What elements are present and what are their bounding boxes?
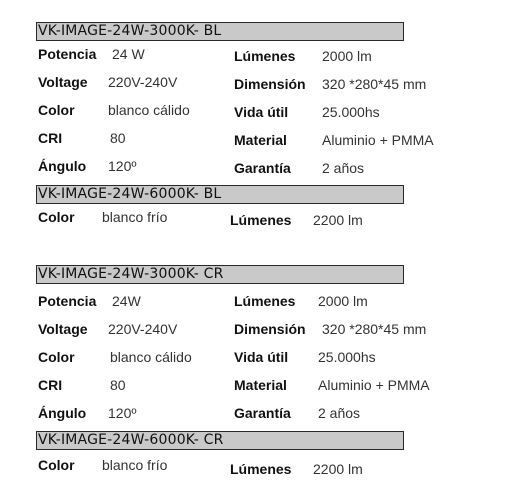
spec-value-lumenes: 2200 lm xyxy=(313,461,363,477)
spec-value-vida-util: 25.000hs xyxy=(318,349,376,365)
spec-label-vida-util: Vida útil xyxy=(234,349,289,365)
spec-value-angulo: 120º xyxy=(108,158,137,174)
model-title-bar: VK-IMAGE-24W-3000K- CR xyxy=(36,265,404,284)
spec-label-angulo: Ángulo xyxy=(38,405,87,421)
spec-label-voltage: Voltage xyxy=(38,321,88,337)
spec-label-dimension: Dimensión xyxy=(234,76,306,92)
spec-label-vida-util: Vida útil xyxy=(234,104,289,120)
spec-label-color: Color xyxy=(38,349,75,365)
spec-value-material: Aluminio + PMMA xyxy=(322,132,434,148)
spec-value-vida-util: 25.000hs xyxy=(322,104,380,120)
spec-value-lumenes: 2000 lm xyxy=(322,48,372,64)
spec-value-potencia: 24W xyxy=(112,293,141,309)
spec-label-garantia: Garantía xyxy=(234,160,291,176)
model-title-bar: VK-IMAGE-24W-3000K- BL xyxy=(36,22,404,41)
spec-label-dimension: Dimensión xyxy=(234,321,306,337)
spec-label-cri: CRI xyxy=(38,377,63,393)
spec-label-lumenes: Lúmenes xyxy=(234,293,296,309)
spec-value-angulo: 120º xyxy=(108,405,137,421)
spec-label-lumenes: Lúmenes xyxy=(234,48,296,64)
spec-label-potencia: Potencia xyxy=(38,46,97,62)
spec-value-voltage: 220V-240V xyxy=(108,321,178,337)
spec-value-dimension: 320 *280*45 mm xyxy=(322,321,427,337)
spec-value-potencia: 24 W xyxy=(112,46,145,62)
spec-label-lumenes: Lúmenes xyxy=(230,212,292,228)
spec-value-cri: 80 xyxy=(110,130,126,146)
spec-value-garantia: 2 años xyxy=(322,160,365,176)
spec-label-voltage: Voltage xyxy=(38,74,88,90)
spec-value-lumenes: 2000 lm xyxy=(318,293,368,309)
model-title-bar: VK-IMAGE-24W-6000K- BL xyxy=(36,185,404,204)
spec-value-cri: 80 xyxy=(110,377,126,393)
spec-label-angulo: Ángulo xyxy=(38,158,87,174)
spec-label-cri: CRI xyxy=(38,130,63,146)
spec-label-potencia: Potencia xyxy=(38,293,97,309)
spec-label-material: Material xyxy=(234,132,287,148)
spec-value-color: blanco cálido xyxy=(110,349,192,365)
spec-value-voltage: 220V-240V xyxy=(108,74,178,90)
spec-label-garantia: Garantía xyxy=(234,405,291,421)
spec-value-color: blanco frío xyxy=(102,457,168,473)
spec-label-color: Color xyxy=(38,102,75,118)
spec-value-color: blanco cálido xyxy=(108,102,190,118)
spec-value-garantia: 2 años xyxy=(318,405,361,421)
spec-label-color: Color xyxy=(38,457,75,473)
model-title-bar: VK-IMAGE-24W-6000K- CR xyxy=(36,431,404,450)
spec-value-material: Aluminio + PMMA xyxy=(318,377,430,393)
spec-label-material: Material xyxy=(234,377,287,393)
spec-value-dimension: 320 *280*45 mm xyxy=(322,76,427,92)
spec-label-color: Color xyxy=(38,209,75,225)
spec-value-color: blanco frío xyxy=(102,209,168,225)
spec-label-lumenes: Lúmenes xyxy=(230,461,292,477)
spec-value-lumenes: 2200 lm xyxy=(313,212,363,228)
